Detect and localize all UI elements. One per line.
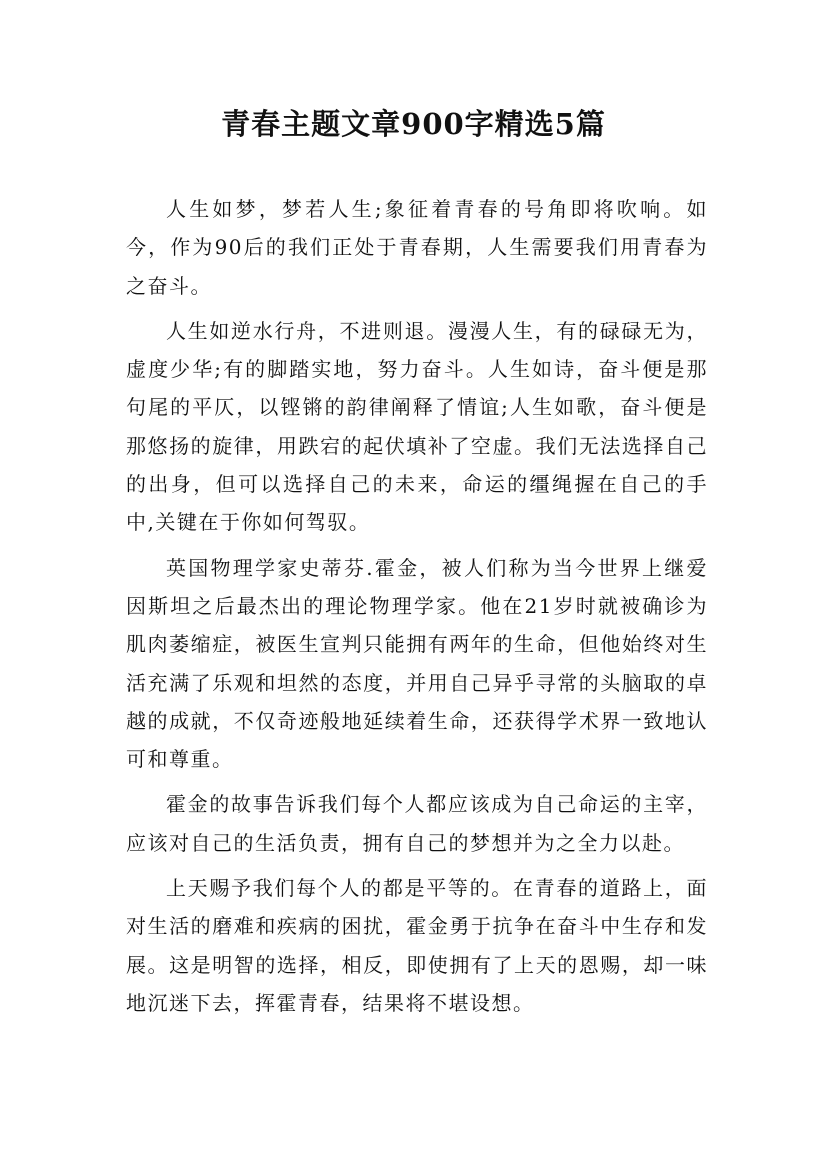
paragraph-2: 人生如逆水行舟，不进则退。漫漫人生，有的碌碌无为，虚度少华;有的脚踏实地，努力奋斗。人生如诗，奋斗便是那句尾的平仄，以铿锵的韵律阐释了情谊;人生如歌，奋斗便是那悠扬的旋律，用跌宕的起伏填补了空虚。我们无法选择自己的出身，但可以选择自己的未来，命运的缰绳握在自己的手中,关键在于你如何驾驭。 xyxy=(126,318,708,535)
document-body xyxy=(126,190,708,1029)
paragraph-1: 人生如梦，梦若人生;象征着青春的号角即将吹响。如今，作为90后的我们正处于青春期，人生需要我们用青春为之奋斗。 xyxy=(126,197,708,298)
paragraph-4: 霍金的故事告诉我们每个人都应该成为自己命运的主宰，应该对自己的生活负责，拥有自己的梦想并为之全力以赴。 xyxy=(126,792,708,855)
paragraph-5: 上天赐予我们每个人的都是平等的。在青春的道路上，面对生活的磨难和疾病的困扰，霍金勇于抗争在奋斗中生存和发展。这是明智的选择，相反，即使拥有了上天的恩赐，却一味地沉迷下去，挥霍青春，结果将不堪设想。 xyxy=(126,876,708,1015)
paragraph-3: 英国物理学家史蒂芬.霍金，被人们称为当今世界上继爱因斯坦之后最杰出的理论物理学家。他在21岁时就被确诊为肌肉萎缩症，被医生宣判只能拥有两年的生命，但他始终对生活充满了乐观和坦然的态度，并用自己异乎寻常的头脑取的卓越的成就，不仅奇迹般地延续着生命，还获得学术界一致地认可和尊重。 xyxy=(126,555,708,772)
document-title: 青春主题文章900字精选5篇 xyxy=(221,107,606,141)
